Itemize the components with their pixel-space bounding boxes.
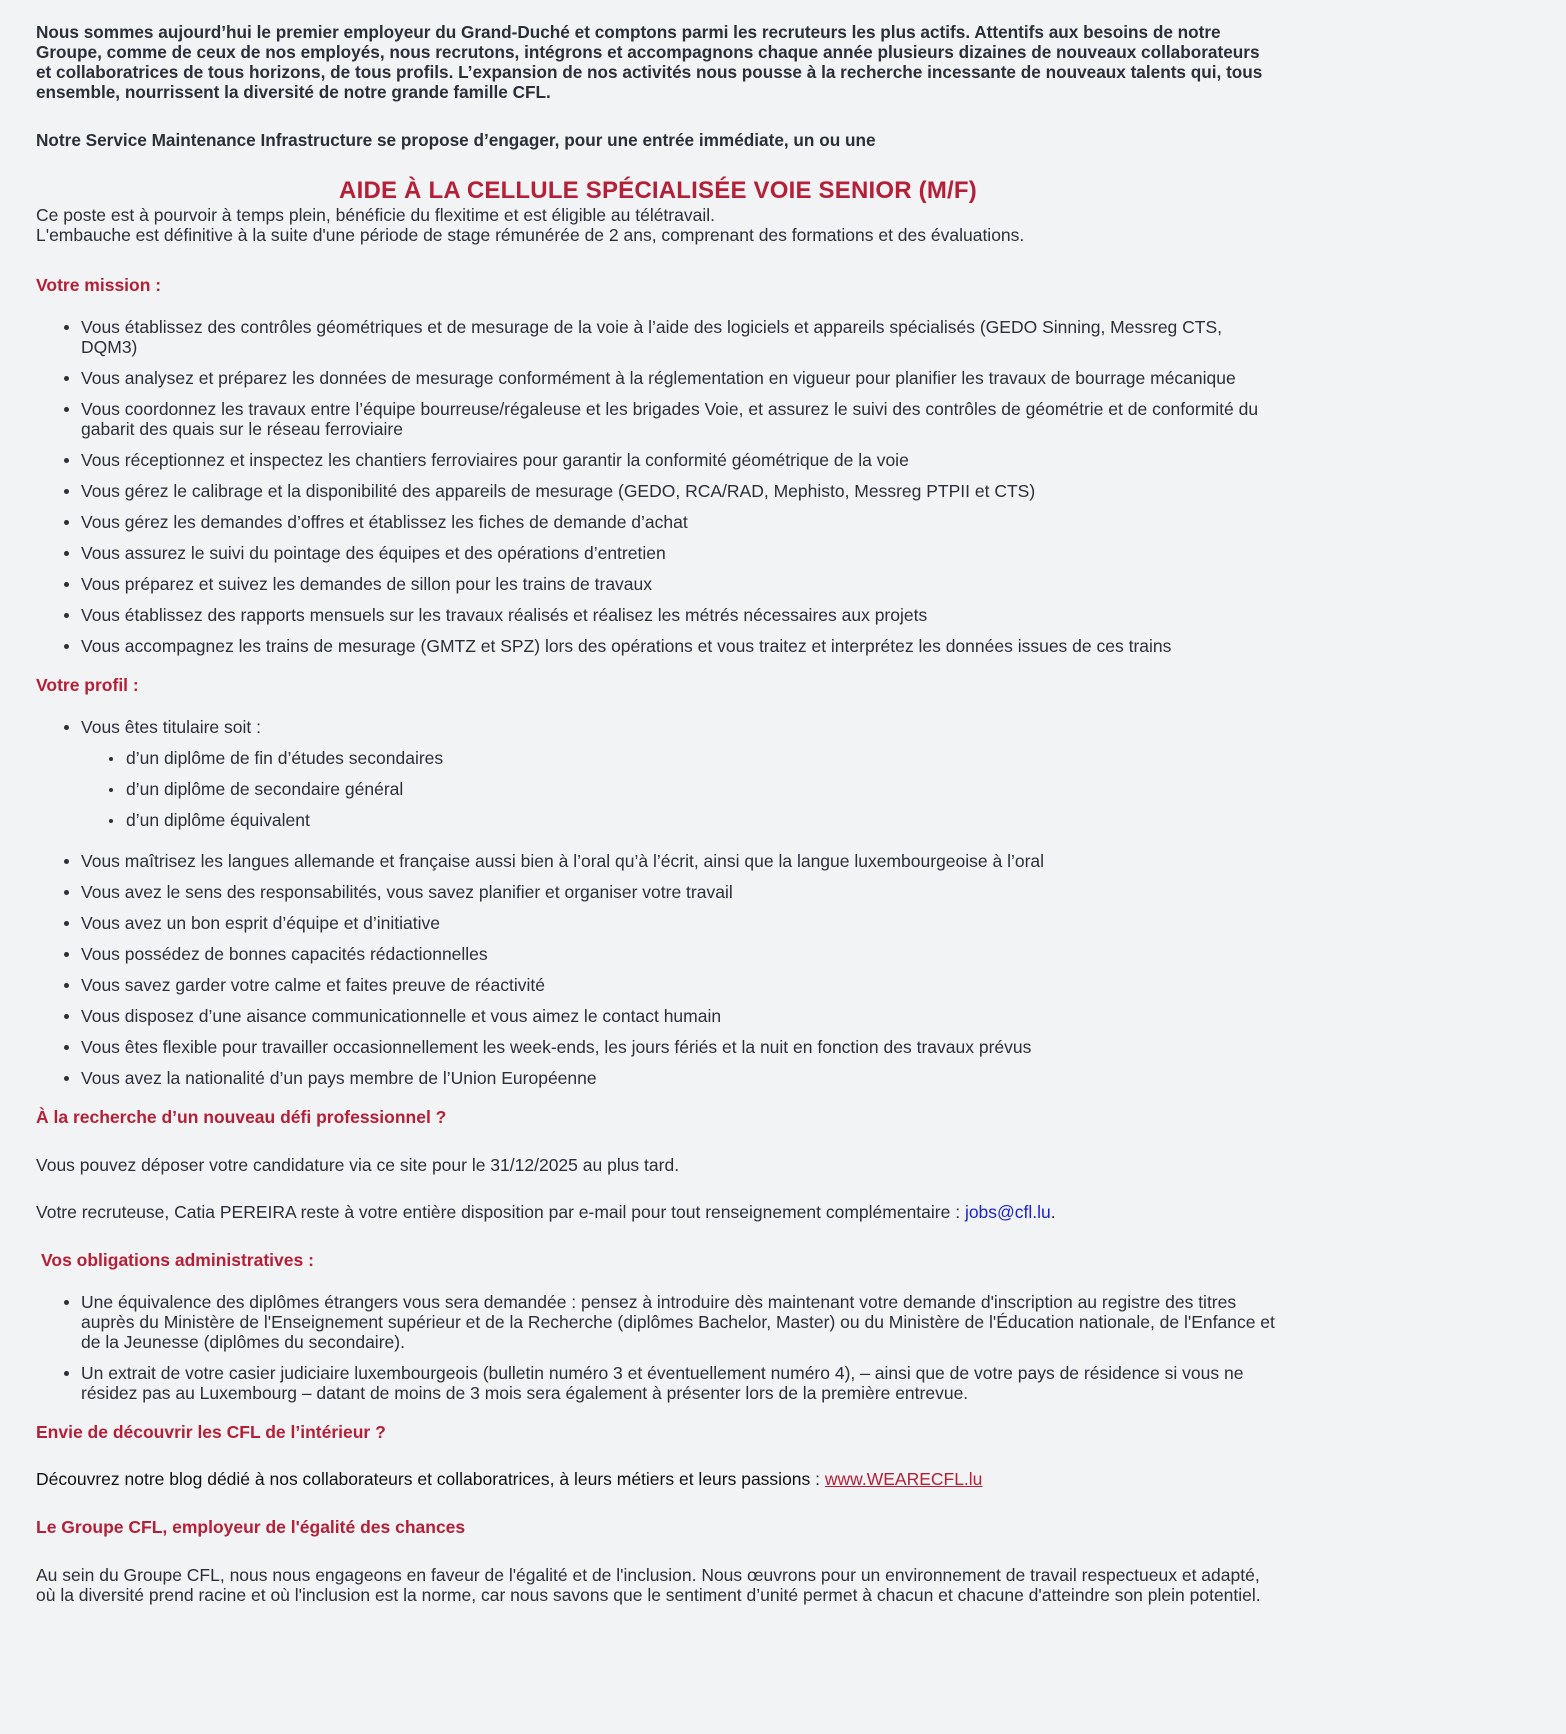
recruiter-text: Votre recruteuse, Catia PEREIRA reste à votre entière disposition par e-mail pour tout renseignement complémentaire : bbox=[36, 1202, 965, 1222]
profile-item: Vous avez la nationalité d’un pays membre de l’Union Européenne bbox=[81, 1068, 1276, 1088]
recruiter-paragraph bbox=[36, 1202, 1276, 1222]
profile-item: Vous avez un bon esprit d’équipe et d’initiative bbox=[81, 913, 1276, 933]
profile-item: Vous possédez de bonnes capacités rédactionnelles bbox=[81, 944, 1276, 964]
diploma-list bbox=[81, 748, 1276, 830]
diploma-item: d’un diplôme de fin d’études secondaires bbox=[126, 748, 1276, 768]
obligations-heading: Vos obligations administratives : bbox=[41, 1250, 314, 1270]
obligation-item: Un extrait de votre casier judiciaire luxembourgeois (bulletin numéro 3 et éventuellement numéro 4), – ainsi que de votre pays de résidence si vous ne résidez pas au Luxembourg – datant de moins de 3 mois sera également à présenter lors de la première entrevue. bbox=[81, 1363, 1276, 1403]
apply-heading: À la recherche d’un nouveau défi professionnel ? bbox=[36, 1107, 447, 1127]
email-link[interactable]: jobs@cfl.lu bbox=[964, 1202, 1051, 1222]
discover-heading: Envie de découvrir les CFL de l’intérieur ? bbox=[36, 1422, 386, 1442]
equality-paragraph: Au sein du Groupe CFL, nous nous engageons en faveur de l'égalité et de l'inclusion. Nous œuvrons pour un environnement de travail respectueux et adapté, où la diversité prend racine et où l'inclusion est la norme, car nous savons que le sentiment d’unité permet à chacun et chacune d'atteindre son plein potentiel. bbox=[36, 1565, 1261, 1605]
profile-item: Vous savez garder votre calme et faites preuve de réactivité bbox=[81, 975, 1276, 995]
mission-item: Vous coordonnez les travaux entre l’équipe bourreuse/régaleuse et les brigades Voie, et assurez le suivi des contrôles de géométrie et de conformité du gabarit des quais sur le réseau ferroviaire bbox=[81, 399, 1276, 439]
equality-heading: Le Groupe CFL, employeur de l'égalité des chances bbox=[36, 1517, 466, 1537]
profile-list bbox=[36, 717, 1276, 1088]
diploma-item: d’un diplôme équivalent bbox=[126, 810, 1276, 830]
profile-item: Vous êtes flexible pour travailler occasionnellement les week-ends, les jours fériés et la nuit en fonction des travaux prévus bbox=[81, 1037, 1276, 1057]
mission-item: Vous accompagnez les trains de mesurage (GMTZ et SPZ) lors des opérations et vous traitez et interprétez les données issues de ces trains bbox=[81, 636, 1276, 656]
mission-heading: Votre mission : bbox=[36, 275, 162, 295]
mission-item: Vous établissez des contrôles géométriques et de mesurage de la voie à l’aide des logiciels et appareils spécialisés (GEDO Sinning, Messreg CTS, DQM3) bbox=[81, 317, 1276, 357]
profile-item: Vous disposez d’une aisance communicationnelle et vous aimez le contact humain bbox=[81, 1006, 1276, 1026]
profile-item: Vous maîtrisez les langues allemande et française aussi bien à l’oral qu’à l’écrit, ainsi que la langue luxembourgeoise à l’oral bbox=[81, 851, 1276, 871]
mission-item: Vous établissez des rapports mensuels sur les travaux réalisés et réalisez les métrés nécessaires aux projets bbox=[81, 605, 1276, 625]
blog-link[interactable]: www.WEARECFL.lu bbox=[824, 1469, 983, 1489]
obligations-list bbox=[36, 1292, 1276, 1403]
mission-item: Vous gérez les demandes d’offres et établissez les fiches de demande d’achat bbox=[81, 512, 1276, 532]
mission-item: Vous assurez le suivi du pointage des équipes et des opérations d’entretien bbox=[81, 543, 1276, 563]
mission-item: Vous réceptionnez et inspectez les chantiers ferroviaires pour garantir la conformité géométrique de la voie bbox=[81, 450, 1276, 470]
profile-heading: Votre profil : bbox=[36, 675, 139, 695]
blog-text: Découvrez notre blog dédié à nos collaborateurs et collaboratrices, à leurs métiers et leurs passions : bbox=[36, 1469, 825, 1489]
profile-item-titulaire bbox=[81, 717, 1276, 830]
condition-fulltime: Ce poste est à pourvoir à temps plein, bénéficie du flexitime et est éligible au télétravail. bbox=[36, 205, 715, 225]
mission-item: Vous analysez et préparez les données de mesurage conformément à la réglementation en vigueur pour planifier les travaux de bourrage mécanique bbox=[81, 368, 1276, 388]
obligation-item: Une équivalence des diplômes étrangers vous sera demandée : pensez à introduire dès maintenant votre demande d'inscription au registre des titres auprès du Ministère de l'Enseignement supérieur et de la Recherche (diplômes Bachelor, Master) ou du Ministère de l'Éducation nationale, de l'Enfance et de la Jeunesse (diplômes du secondaire). bbox=[81, 1292, 1275, 1352]
condition-hiring: L'embauche est définitive à la suite d'une période de stage rémunérée de 2 ans, comprenant des formations et des évaluations. bbox=[36, 225, 1025, 245]
apply-deadline: Vous pouvez déposer votre candidature via ce site pour le 31/12/2025 au plus tard. bbox=[36, 1155, 680, 1175]
blog-paragraph bbox=[36, 1469, 1276, 1489]
mission-item: Vous gérez le calibrage et la disponibilité des appareils de mesurage (GEDO, RCA/RAD, Mephisto, Messreg PTPII et CTS) bbox=[81, 481, 1276, 501]
profile-item: Vous avez le sens des responsabilités, vous savez planifier et organiser votre travail bbox=[81, 882, 1276, 902]
email-suffix: . bbox=[1050, 1202, 1056, 1222]
mission-item: Vous préparez et suivez les demandes de sillon pour les trains de travaux bbox=[81, 574, 1276, 594]
job-title: AIDE À LA CELLULE SPÉCIALISÉE VOIE SENIOR (M/F) bbox=[339, 177, 977, 204]
titulaire-label: Vous êtes titulaire soit : bbox=[81, 717, 261, 737]
diploma-item: d’un diplôme de secondaire général bbox=[126, 779, 1276, 799]
lead-sentence: Notre Service Maintenance Infrastructure se propose d’engager, pour une entrée immédiate, un ou une bbox=[36, 130, 876, 150]
intro-paragraph: Nous sommes aujourd’hui le premier employeur du Grand-Duché et comptons parmi les recruteurs les plus actifs. Attentifs aux besoins de notre Groupe, comme de ceux de nos employés, nous recrutons, intégrons et accompagnons chaque année plusieurs dizaines de nouveaux collaborateurs et collaboratrices de tous horizons, de tous profils. L’expansion de nos activités nous pousse à la recherche incessante de nouveaux talents qui, tous ensemble, nourrissent la diversité de notre grande famille CFL. bbox=[36, 22, 1263, 102]
mission-list bbox=[36, 317, 1276, 656]
